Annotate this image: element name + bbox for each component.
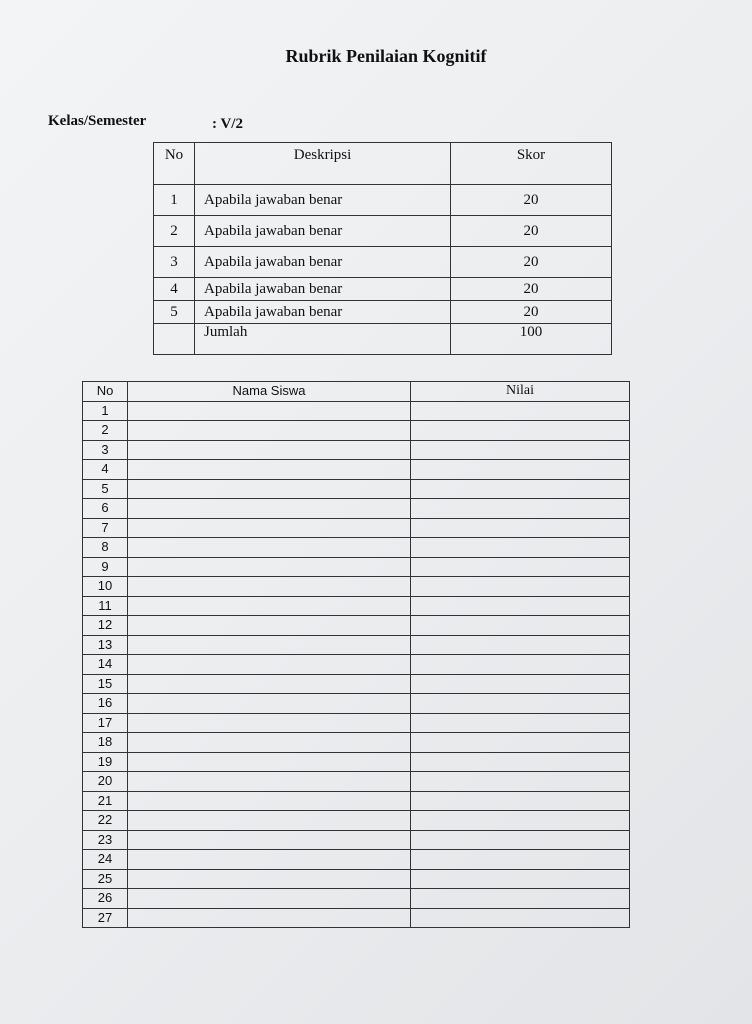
student-score-cell — [411, 850, 630, 870]
student-name-cell — [128, 830, 411, 850]
rubric-desc: Apabila jawaban benar — [195, 185, 451, 216]
student-name-cell — [128, 908, 411, 928]
student-score-cell — [411, 616, 630, 636]
student-row — [83, 674, 630, 694]
student-score-cell — [411, 830, 630, 850]
student-row — [83, 518, 630, 538]
student-row-number: 14 — [83, 655, 128, 675]
student-row — [83, 908, 630, 928]
student-row-number: 19 — [83, 752, 128, 772]
student-row — [83, 421, 630, 441]
rubric-total-value: 100 — [451, 324, 612, 355]
student-row — [83, 596, 630, 616]
student-name-cell — [128, 655, 411, 675]
rubric-score: 20 — [451, 185, 612, 216]
student-header-row — [83, 382, 630, 402]
rubric-score: 20 — [451, 278, 612, 301]
student-row — [83, 635, 630, 655]
student-name-cell — [128, 577, 411, 597]
student-row — [83, 869, 630, 889]
rubric-no: 5 — [154, 301, 195, 324]
student-header-no: No — [83, 382, 128, 402]
student-row-number: 7 — [83, 518, 128, 538]
rubric-desc: Apabila jawaban benar — [195, 301, 451, 324]
rubric-header-skor: Skor — [451, 143, 612, 185]
student-score-cell — [411, 635, 630, 655]
student-name-cell — [128, 460, 411, 480]
kelas-semester-value: : V/2 — [212, 116, 243, 132]
rubric-row — [154, 185, 612, 216]
student-row — [83, 479, 630, 499]
rubric-desc: Apabila jawaban benar — [195, 278, 451, 301]
student-row-number: 24 — [83, 850, 128, 870]
student-name-cell — [128, 440, 411, 460]
student-row — [83, 791, 630, 811]
rubric-row — [154, 278, 612, 301]
rubric-desc: Apabila jawaban benar — [195, 247, 451, 278]
student-header-nama: Nama Siswa — [128, 382, 411, 402]
student-score-cell — [411, 440, 630, 460]
student-row-number: 23 — [83, 830, 128, 850]
student-row-number: 16 — [83, 694, 128, 714]
student-score-cell — [411, 401, 630, 421]
student-score-cell — [411, 674, 630, 694]
rubric-desc: Apabila jawaban benar — [195, 216, 451, 247]
student-row — [83, 577, 630, 597]
rubric-row — [154, 301, 612, 324]
student-row-number: 27 — [83, 908, 128, 928]
student-score-table — [82, 381, 630, 928]
student-row-number: 8 — [83, 538, 128, 558]
student-row — [83, 460, 630, 480]
student-score-cell — [411, 733, 630, 753]
rubric-score: 20 — [451, 301, 612, 324]
student-score-cell — [411, 518, 630, 538]
student-row — [83, 694, 630, 714]
student-row-number: 21 — [83, 791, 128, 811]
student-name-cell — [128, 752, 411, 772]
student-row-number: 11 — [83, 596, 128, 616]
rubric-no: 1 — [154, 185, 195, 216]
student-row — [83, 889, 630, 909]
rubric-header-row — [154, 143, 612, 185]
rubric-header-deskripsi: Deskripsi — [195, 143, 451, 185]
student-name-cell — [128, 791, 411, 811]
student-name-cell — [128, 479, 411, 499]
rubric-no: 3 — [154, 247, 195, 278]
student-name-cell — [128, 674, 411, 694]
student-name-cell — [128, 733, 411, 753]
student-row-number: 3 — [83, 440, 128, 460]
student-score-cell — [411, 499, 630, 519]
student-row — [83, 499, 630, 519]
rubric-score: 20 — [451, 247, 612, 278]
student-row — [83, 752, 630, 772]
student-name-cell — [128, 869, 411, 889]
student-row — [83, 811, 630, 831]
rubric-row — [154, 247, 612, 278]
student-name-cell — [128, 850, 411, 870]
student-name-cell — [128, 557, 411, 577]
student-row — [83, 850, 630, 870]
student-score-cell — [411, 655, 630, 675]
student-row-number: 18 — [83, 733, 128, 753]
student-name-cell — [128, 772, 411, 792]
rubric-header-no: No — [154, 143, 195, 185]
student-row-number: 20 — [83, 772, 128, 792]
student-score-cell — [411, 908, 630, 928]
student-row-number: 10 — [83, 577, 128, 597]
student-score-cell — [411, 479, 630, 499]
rubric-no: 2 — [154, 216, 195, 247]
student-score-cell — [411, 577, 630, 597]
student-name-cell — [128, 694, 411, 714]
rubric-total-row — [154, 324, 612, 355]
student-row — [83, 557, 630, 577]
student-row — [83, 440, 630, 460]
student-score-cell — [411, 596, 630, 616]
rubric-score: 20 — [451, 216, 612, 247]
student-row-number: 1 — [83, 401, 128, 421]
student-row-number: 2 — [83, 421, 128, 441]
student-score-cell — [411, 772, 630, 792]
student-row — [83, 830, 630, 850]
rubric-table — [153, 142, 612, 355]
student-header-nilai: Nilai — [411, 382, 630, 402]
student-row — [83, 538, 630, 558]
student-name-cell — [128, 401, 411, 421]
student-row — [83, 616, 630, 636]
student-score-cell — [411, 752, 630, 772]
student-name-cell — [128, 811, 411, 831]
student-row — [83, 772, 630, 792]
student-score-cell — [411, 694, 630, 714]
student-score-cell — [411, 811, 630, 831]
student-row-number: 13 — [83, 635, 128, 655]
student-row-number: 9 — [83, 557, 128, 577]
student-row-number: 4 — [83, 460, 128, 480]
student-row-number: 5 — [83, 479, 128, 499]
student-score-cell — [411, 421, 630, 441]
page-title: Rubrik Penilaian Kognitif — [285, 46, 487, 66]
rubric-total-label: Jumlah — [195, 324, 451, 355]
student-name-cell — [128, 518, 411, 538]
student-row — [83, 713, 630, 733]
student-score-cell — [411, 557, 630, 577]
student-name-cell — [128, 421, 411, 441]
student-row — [83, 655, 630, 675]
student-name-cell — [128, 499, 411, 519]
student-score-cell — [411, 791, 630, 811]
rubric-row — [154, 216, 612, 247]
student-name-cell — [128, 713, 411, 733]
student-name-cell — [128, 616, 411, 636]
rubric-no: 4 — [154, 278, 195, 301]
student-row — [83, 733, 630, 753]
student-row-number: 15 — [83, 674, 128, 694]
student-name-cell — [128, 889, 411, 909]
student-name-cell — [128, 538, 411, 558]
student-row-number: 17 — [83, 713, 128, 733]
student-name-cell — [128, 635, 411, 655]
student-row-number: 22 — [83, 811, 128, 831]
rubric-total-empty — [154, 324, 195, 355]
student-row — [83, 401, 630, 421]
student-score-cell — [411, 460, 630, 480]
kelas-semester-label: Kelas/Semester — [48, 113, 147, 129]
student-row-number: 26 — [83, 889, 128, 909]
student-name-cell — [128, 596, 411, 616]
student-score-cell — [411, 889, 630, 909]
student-score-cell — [411, 869, 630, 889]
student-score-cell — [411, 713, 630, 733]
student-row-number: 6 — [83, 499, 128, 519]
student-row-number: 25 — [83, 869, 128, 889]
student-row-number: 12 — [83, 616, 128, 636]
student-score-cell — [411, 538, 630, 558]
